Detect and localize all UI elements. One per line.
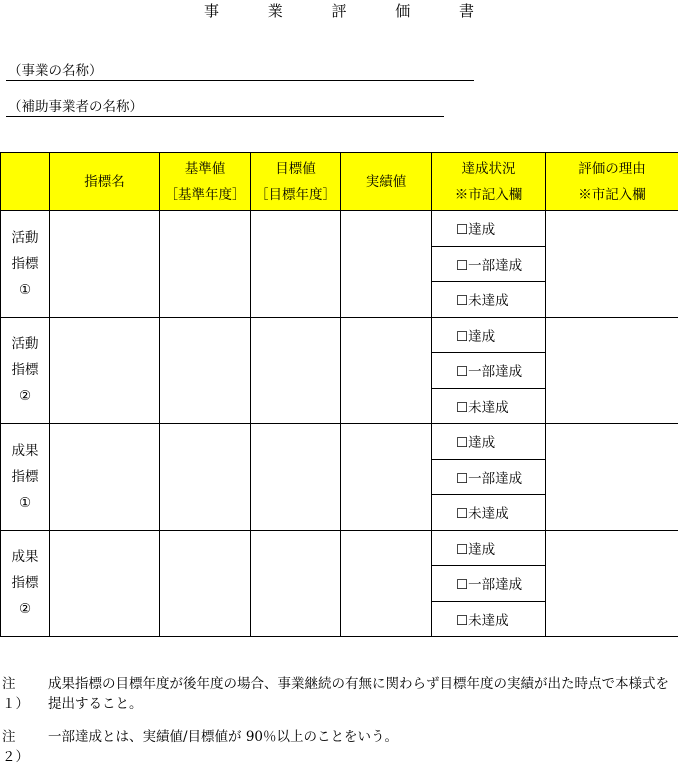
table-header-row [1,153,678,211]
indicator-name-cell[interactable] [50,317,160,424]
header-target-year: ［目標年度］ [251,182,340,208]
row-label-line: ① [1,490,49,516]
achieved-checkbox[interactable]: ☐達成 [432,530,546,566]
table-row [1,424,678,460]
achieved-checkbox[interactable]: ☐達成 [432,211,546,247]
achieved-checkbox[interactable]: ☐達成 [432,317,546,353]
actual-cell[interactable] [341,424,432,531]
header-achievement [432,153,546,211]
target-cell[interactable] [251,424,341,531]
business-name-field[interactable] [6,62,474,81]
reason-cell[interactable] [546,424,678,531]
indicator-row-label [1,530,50,637]
actual-cell[interactable] [341,530,432,637]
row-label-line: 成果 [1,438,49,464]
indicator-name-cell[interactable] [50,424,160,531]
baseline-cell[interactable] [160,530,251,637]
row-label-line: 指標 [1,357,49,383]
target-cell[interactable] [251,530,341,637]
actual-cell[interactable] [341,317,432,424]
not-achieved-checkbox[interactable]: ☐未達成 [432,601,546,637]
header-reason-label: 評価の理由 [546,156,678,182]
achieved-checkbox[interactable]: ☐達成 [432,424,546,460]
row-label-line: ① [1,277,49,303]
indicator-row-label [1,211,50,318]
table-row [1,211,678,247]
partially-achieved-checkbox[interactable]: ☐一部達成 [432,566,546,602]
indicator-name-cell[interactable] [50,530,160,637]
header-baseline-year: ［基準年度］ [160,182,250,208]
row-label-line: ② [1,596,49,622]
not-achieved-checkbox[interactable]: ☐未達成 [432,388,546,424]
baseline-cell[interactable] [160,424,251,531]
header-baseline-value: 基準値 [160,156,250,182]
not-achieved-checkbox[interactable]: ☐未達成 [432,282,546,318]
partially-achieved-checkbox[interactable]: ☐一部達成 [432,353,546,389]
reason-cell[interactable] [546,317,678,424]
note-2-tag: 注２） [2,727,29,767]
baseline-cell[interactable] [160,317,251,424]
header-blank-cell [1,153,50,211]
header-achievement-status: 達成状況 [432,156,545,182]
header-indicator-name: 指標名 [50,153,160,211]
reason-cell[interactable] [546,530,678,637]
table-row [1,530,678,566]
header-target-value: 目標値 [251,156,340,182]
not-achieved-checkbox[interactable]: ☐未達成 [432,495,546,531]
header-achievement-note: ※市記入欄 [432,182,545,208]
indicator-row-label [1,317,50,424]
header-baseline [160,153,251,211]
note-2-text: 一部達成とは、実績値/目標値が 90％以上のことをいう。 [48,727,678,747]
row-label-line: 活動 [1,225,49,251]
row-label-line: 指標 [1,251,49,277]
note-1-text: 成果指標の目標年度が後年度の場合、事業継続の有無に関わらず目標年度の実績が出た時点で本様式を提出すること。 [48,674,678,714]
target-cell[interactable] [251,317,341,424]
target-cell[interactable] [251,211,341,318]
document-title: 事 業 評 価 書 [0,0,678,22]
row-label-line: 活動 [1,331,49,357]
row-label-line: 指標 [1,570,49,596]
operator-name-label: （補助事業者の名称） [8,99,143,115]
row-label-line: ② [1,383,49,409]
evaluation-table [0,152,678,637]
header-target [251,153,341,211]
indicator-row-label [1,424,50,531]
header-actual-value: 実績値 [341,153,432,211]
partially-achieved-checkbox[interactable]: ☐一部達成 [432,459,546,495]
row-label-line: 指標 [1,464,49,490]
table-row [1,317,678,353]
business-name-label: （事業の名称） [8,63,103,79]
operator-name-field[interactable] [6,98,444,117]
partially-achieved-checkbox[interactable]: ☐一部達成 [432,246,546,282]
note-1-tag: 注１） [2,674,29,714]
header-reason [546,153,678,211]
header-reason-note: ※市記入欄 [546,182,678,208]
baseline-cell[interactable] [160,211,251,318]
reason-cell[interactable] [546,211,678,318]
actual-cell[interactable] [341,211,432,318]
indicator-name-cell[interactable] [50,211,160,318]
row-label-line: 成果 [1,544,49,570]
